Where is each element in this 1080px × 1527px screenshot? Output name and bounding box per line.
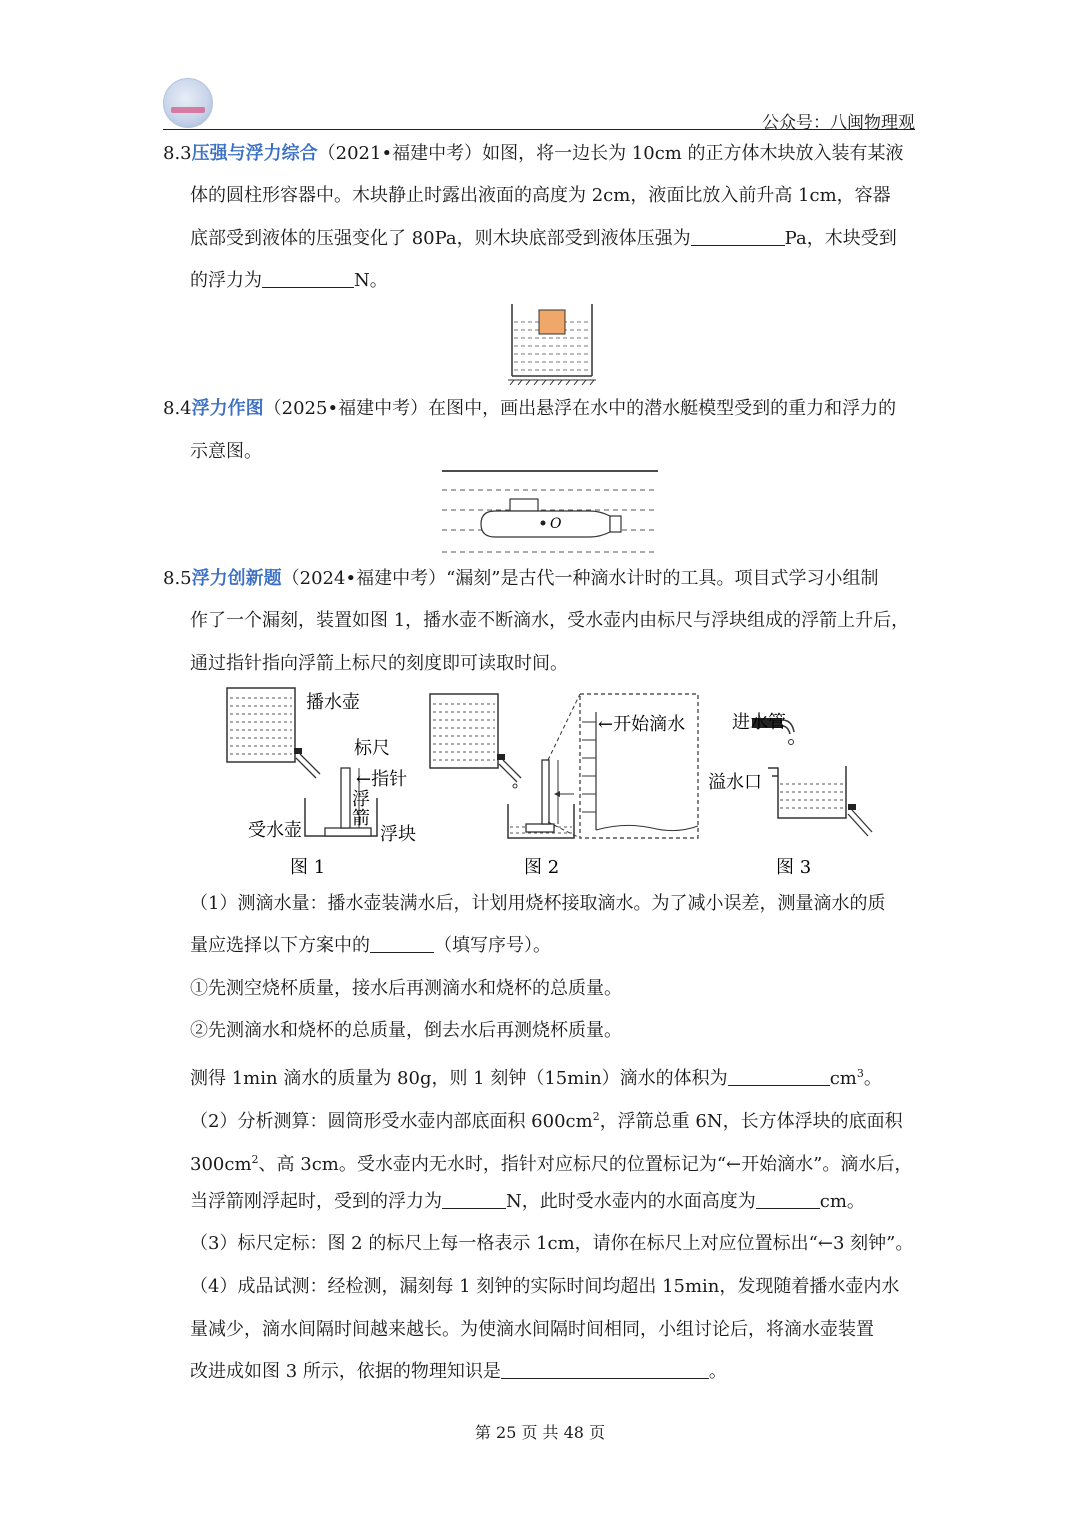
q85-p1-line2-tail: （填写序号）。 [434, 935, 551, 956]
q85-option1: ①先测空烧杯质量，接水后再测滴水和烧杯的总质量。 [190, 978, 622, 999]
q83-line3-text: 底部受到液体的压强变化了 80Pa，则木块底部受到液体压强为 [190, 228, 691, 249]
q85-p2-line3-text: 当浮箭刚浮起时，受到的浮力为 [190, 1191, 442, 1212]
figure3-caption: 图 3 [776, 857, 812, 878]
q85-p1-line3-text: 测得 1min 滴水的质量为 80g，则 1 刻钟（15min）滴水的体积为 [190, 1068, 728, 1089]
submarine-hull [481, 511, 610, 537]
q85-p3: （3）标尺定标：图 2 的标尺上每一格表示 1cm，请你在标尺上对应位置标出“←3 刻钟”。 [190, 1233, 914, 1254]
q85-p2-line1-tail: ，浮箭总重 6N，长方体浮块的底面积 [599, 1111, 903, 1132]
q84-text: （2025•福建中考）在图中，画出悬浮在水中的潜水艇模型受到的重力和浮力的 [263, 398, 897, 419]
figure1-caption: 图 1 [290, 857, 326, 878]
label-float-block: 浮块 [380, 824, 416, 845]
q83-blank-buoyancy[interactable] [262, 269, 354, 288]
q84-tag: 浮力作图 [191, 398, 264, 419]
submarine-propeller [610, 516, 621, 532]
float-block [325, 828, 371, 836]
q85-p2-line3-mid: N，此时受水壶内的水面高度为 [506, 1191, 756, 1212]
q84-number: 8.4 [163, 398, 192, 419]
logo [163, 78, 213, 128]
q85-line3: 通过指针指向浮箭上标尺的刻度即可读取时间。 [190, 653, 568, 674]
fig2-scale-rod [542, 760, 549, 824]
q85-blank-height[interactable] [756, 1190, 820, 1209]
figure2-caption: 图 2 [524, 857, 560, 878]
q83-blank-pressure[interactable] [691, 227, 785, 246]
q83-line2: 体的圆柱形容器中。木块静止时露出液面的高度为 2cm，液面比放入前升高 1cm，容器 [190, 185, 891, 206]
q84-line2: 示意图。 [190, 441, 262, 462]
q83-line4 [190, 269, 388, 293]
drip-pot [227, 688, 295, 762]
q85-p1-line2 [190, 934, 551, 958]
q85-p4-line3 [190, 1360, 727, 1384]
label-drip-pot: 播水壶 [306, 692, 360, 713]
q83-line4-unit: N。 [354, 270, 388, 291]
page-footer: 第 25 页 共 48 页 [474, 1423, 606, 1442]
submarine-tower [510, 499, 538, 511]
q85-p2-line1 [190, 1105, 903, 1134]
q83-line4-text: 的浮力为 [190, 270, 262, 291]
q85-p1-line3 [190, 1062, 882, 1091]
q85-p1-line2-text: 量应选择以下方案中的 [190, 935, 370, 956]
q85-figure2 [426, 690, 704, 880]
q85-figure3 [700, 706, 890, 880]
q85-p1-line1: （1）测滴水量：播水壶装满水后，计划用烧杯接取滴水。为了减小误差，测量滴水的质 [190, 893, 886, 914]
wood-block [539, 310, 565, 334]
q85-p4-line2: 量减少，滴水间隔时间越来越长。为使滴水间隔时间相同，小组讨论后，将滴水壶装置 [190, 1319, 874, 1340]
logo-band [171, 107, 205, 113]
q85-blank-plan[interactable] [370, 934, 434, 953]
center-point-label: O [550, 516, 562, 532]
q85-p4-line3-text: 改进成如图 3 所示，依据的物理知识是 [190, 1361, 501, 1382]
label-pointer: ←指针 [356, 769, 408, 790]
q85-p2-line3-unit: cm。 [819, 1191, 865, 1212]
q85-text: （2024•福建中考）“漏刻”是古代一种滴水计时的工具。项目式学习小组制 [281, 568, 879, 589]
q85-p2-line2-sup: 2 [251, 1153, 259, 1166]
label-receiving-pot: 受水壶 [248, 820, 302, 841]
label-overflow: 溢水口 [708, 772, 762, 793]
q85-p2-line1-text: （2）分析测算：圆筒形受水壶内部底面积 600cm [190, 1111, 593, 1132]
q85-p4-line3-end: 。 [708, 1361, 727, 1382]
header-divider [163, 129, 915, 130]
q85-p4-line1: （4）成品试测：经检测，漏刻每 1 刻钟的实际时间均超出 15min，发现随着播水壶内水 [190, 1276, 900, 1297]
q85-p1-line3-end: 。 [863, 1068, 882, 1089]
q83-number: 8.3 [163, 143, 192, 164]
fig2-drip-pot [430, 694, 498, 768]
q83-container-figure [500, 300, 605, 385]
q85-blank-volume[interactable] [728, 1067, 830, 1086]
q85-option2: ②先测滴水和烧杯的总质量，倒去水后再测烧杯质量。 [190, 1020, 622, 1041]
scale-rod [341, 768, 350, 828]
label-float-arrow-1: 浮 [352, 789, 370, 810]
q85-line2: 作了一个漏刻，装置如图 1，播水壶不断滴水，受水壶内由标尺与浮块组成的浮箭上升后， [190, 610, 910, 631]
q83-line3-unit: Pa，木块受到 [784, 228, 897, 249]
q83-text: （2021•福建中考）如图，将一边长为 10cm 的正方体木块放入装有某液 [317, 143, 904, 164]
q83-line1 [163, 142, 904, 166]
q85-figure1 [222, 684, 432, 882]
q85-p2-line2 [190, 1148, 912, 1177]
q85-tag: 浮力创新题 [191, 568, 282, 589]
q83-tag: 压强与浮力综合 [191, 143, 318, 164]
q84-submarine-figure [440, 466, 662, 560]
q85-p2-line1-sup: 2 [592, 1110, 600, 1123]
q84-line1 [163, 397, 896, 421]
q83-line3 [190, 227, 897, 251]
header-account: 公众号：八闽物理观 [762, 113, 915, 133]
label-start-drip: ←开始滴水 [598, 714, 686, 735]
q85-line1 [163, 567, 878, 591]
center-point [541, 521, 546, 526]
q85-p2-line3 [190, 1190, 865, 1214]
q85-p1-line3-unit: cm [829, 1068, 857, 1089]
q85-p2-line2-tail: 、高 3cm。受水壶内无水时，指针对应标尺的位置标记为“←开始滴水”。滴水后， [258, 1154, 913, 1175]
q85-number: 8.5 [163, 568, 192, 589]
q85-p2-line2-text: 300cm [190, 1154, 252, 1175]
label-float-arrow-2: 箭 [352, 808, 370, 829]
label-inlet: 进水管 [732, 712, 786, 733]
label-scale: 标尺 [354, 738, 390, 759]
q85-p1-line3-sup: 3 [856, 1067, 864, 1080]
q85-blank-physics[interactable] [501, 1360, 709, 1379]
q85-blank-buoyancy[interactable] [442, 1190, 506, 1209]
